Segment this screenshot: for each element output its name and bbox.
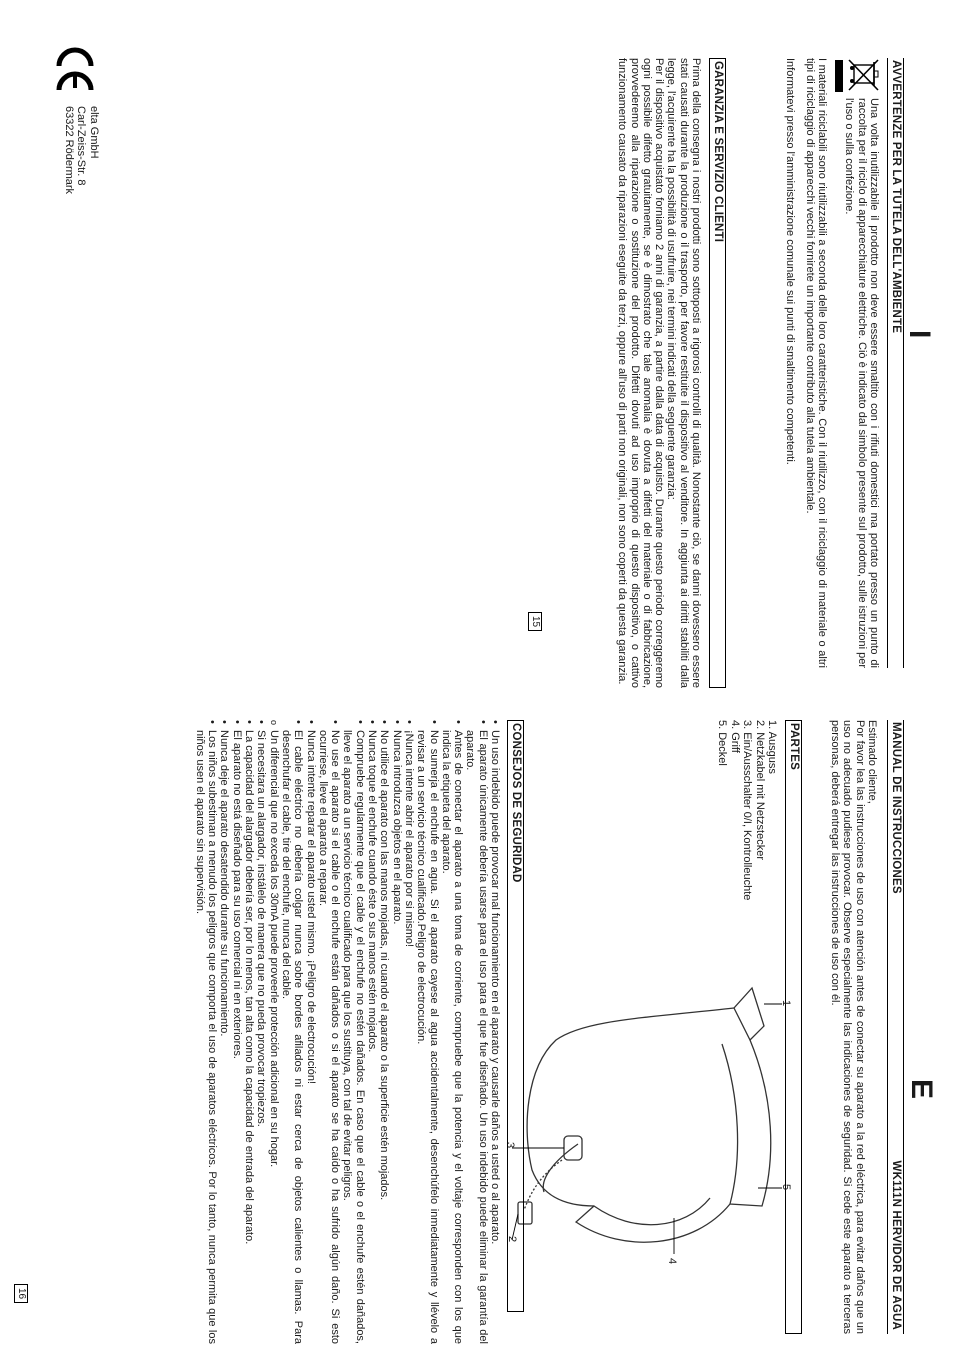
part-item: 3. Ein/Ausschalter 0/I, Kontrolleuchte xyxy=(741,720,754,901)
warranty-heading: GARANZIA E SERVIZIO CLIENTI xyxy=(709,58,726,688)
safety-item: • ¡Nunca intente abrir el aparato por si mismo! xyxy=(403,720,415,1344)
product-title: WK111N HERVIDOR DE AGUA xyxy=(890,1160,902,1330)
intro-paragraph: Por favor lea las instrucciones de uso con atención antes de conectar su aparato a la red eléctrica, para evitar daños que un uso no adecuado pudiese provocar. Observe especialmente las indicaciones de seguridad. Si cede este aparato a terceras personas, deberá entregar las instrucciones de uso con él. xyxy=(829,720,866,1334)
manual-heading xyxy=(887,720,904,1334)
callout-1: 1 xyxy=(780,1000,792,1007)
safety-item: • La capacidad del alargador debería ser, por lo menos, tan alta como la capacidad de entrada del aparato. xyxy=(243,720,255,1344)
manual-title: MANUAL DE INSTRUCCIONES xyxy=(890,722,902,894)
language-letter-i: I xyxy=(903,330,936,339)
part-item: 5. Deckel xyxy=(716,720,729,766)
safety-item: • No sumerja el enchufe en agua. Si el aparato cayese al agua accidentalmente, desenchúfelo inmediatamente y llévelo a revisar a un servicio técnico cualificado.Peligro de electrocución. xyxy=(415,720,440,1344)
company-address xyxy=(62,106,100,194)
company-name: elta GmbH xyxy=(88,106,100,159)
ce-mark-icon xyxy=(54,44,96,96)
company-city: 63322 Rödermark xyxy=(62,106,75,195)
safety-item: • Nunca introduzca objetos en el aparato. xyxy=(390,720,402,1344)
page-16 xyxy=(0,676,954,1351)
page-number-15: 15 xyxy=(528,612,542,631)
warranty-para-2: Per il dispositivo acquistato forniamo 2 anni di garanzia, a partire dalla data di acquisto. Durante questo periodo correggeremo ogni possibile difetto gratuitamente, se è dimostrato che tale anomalia è dovuta a difetti del materiale o di fabbricazione, provvederemo alla riparazione o sostituzione del prodotto. Difetti dovuti ad uso improprio di questo dispositivo, o cattivo funzionamento causato da riparazioni eseguite da terzi, oppure all'uso di parti non originali, non sono coperti da questa garanzia. xyxy=(616,58,666,688)
safety-item: • No utilice el aparato con las manos mojadas, ni cuando el aparato o la superficie estén mojados. xyxy=(378,720,390,1344)
environment-para-1: Una volta inutilizzabile il prodotto non deve essere smaltito con i rifiuti domestici ma portato presso un punto di raccolta per il riciclo di apparecchiature elettriche. Ciò è indicato dal simbolo presente sul prodotto, sulle istruzioni per l'uso o sulla confezione. xyxy=(843,98,880,668)
part-item: 1. Ausguss xyxy=(766,720,778,774)
crossed-bin-icon xyxy=(844,56,882,96)
language-letter-e: E xyxy=(905,1079,938,1100)
safety-item: • Un uso indebido puede provocar mal funcionamiento en el aparato y causarle daños a usted o al aparato. xyxy=(489,720,501,1344)
kettle-diagram xyxy=(504,948,794,1268)
kettle-handle-shape xyxy=(576,1198,730,1242)
kettle-body-shape xyxy=(527,1008,734,1206)
callout-3: 3 xyxy=(504,1142,516,1149)
environment-heading: AVVERTENZE PER LA TUTELA DELL'AMBIENTE xyxy=(887,58,904,668)
parts-heading: PARTES xyxy=(785,720,802,1334)
warranty-para-1: Prima della consegna i nostri prodotti sono sottoposti a rigorosi controlli di qualità. Nonostante ciò, se danni dovessero essere stati causati durante la produzione o il trasporto, per favore restituite il dispositivo al venditore. In aggiunta ai diritti stabiliti dalla legge, l'acquirente ha la possibilità di usufruire, nei termini indicati della seguente garanzia: xyxy=(665,58,702,688)
safety-item: • Si necesitara un alargador, instálelo de manera que no pueda provocar tropiezos. xyxy=(255,720,267,1344)
callout-5: 5 xyxy=(780,1184,792,1191)
part-item: 2. Netzkabel mit Netzstecker xyxy=(753,720,766,860)
environment-para-3: Informatevi presso l'amministrazione comunale sui punti di smaltimento competenti. xyxy=(784,58,797,465)
environment-text xyxy=(836,98,880,668)
kettle-base-line xyxy=(543,1144,578,1192)
safety-item: • El aparato únicamente debería usarse para el uso para el que fue diseñado. Un uso indebido puede eliminar la garantía del aparato. xyxy=(464,720,489,1344)
safety-item: • Los niños subestiman a menudo los peligros que comporta el uso de aparatos eléctricos. Por lo tanto, nunca permita que los niños usen el aparato sin supervisión. xyxy=(194,720,219,1344)
safety-item: • Compruebe regularmente que el cable y el enchufe no estén dañados. En caso que el cable o el enchufe estén dañados, lleve el aparato a un servicio técnico cualificado para que los sustituya, con tal de evitar peligros. xyxy=(341,720,366,1344)
safety-heading: CONSEJOS DE SEGURIDAD xyxy=(507,720,524,1312)
safety-item: • No use el aparato si el cable o el enchufe están dañados o si el aparato se ha caído o ha sufrido algún daño. Si esto ocurriese, lleve el aparato a reparar. xyxy=(317,720,342,1344)
page-number-16: 16 xyxy=(14,1284,28,1303)
safety-item: • El cable eléctrico no debería colgar nunca sobre bordes afilados ni estar cerca de objetos calientes o llamas. Para desenchufar el cable, tire del enchufe, nunca del cable. xyxy=(280,720,305,1344)
callout-4: 4 xyxy=(666,1258,678,1265)
bin-underbar xyxy=(835,60,843,92)
parts-list xyxy=(716,720,778,970)
safety-item: • Nunca toque el enchufe cuando éste o sus manos estén mojados. xyxy=(366,720,378,1344)
safety-item: • Nunca intente reparar el aparato usted mismo. ¡Peligro de electrocución! xyxy=(304,720,316,1344)
safety-item: • Antes de conectar el aparato a una toma de corriente, compruebe que la potencia y el voltaje corresponden con los que indica la etiqueta del aparato. xyxy=(440,720,465,1344)
safety-item: • Nunca deje el aparato desatendido durante su funcionamiento. xyxy=(218,720,230,1344)
kettle-lid-shape xyxy=(722,1040,771,1206)
safety-item: o Un diferencial que no exceda los 30mA puede proveerle protección adicional en su hogar. xyxy=(267,720,279,1344)
environment-text-2 xyxy=(777,58,828,668)
intro-text xyxy=(822,720,878,1334)
safety-list xyxy=(194,720,501,1344)
warranty-text xyxy=(609,58,702,688)
callout-2: 2 xyxy=(506,1236,518,1243)
company-street: Carl-Zeiss-Str. 8 xyxy=(75,106,88,186)
part-item: 4. Griff xyxy=(728,720,741,753)
greeting: Estimado cliente, xyxy=(866,720,878,804)
kettle-spout-shape xyxy=(734,988,764,1040)
safety-item: • El aparato no está diseñado para su uso comercial ni en exteriores. xyxy=(230,720,242,1344)
environment-para-2: I materiali riciclabili sono riutilizzabili a seconda delle loro caratteristiche. Con il riutilizzo, con il riciclaggio di materiale o altri tipi di riciclaggio di apparecchi vecchi fornirete un importante contributo alla tutela ambientale. xyxy=(803,58,828,668)
